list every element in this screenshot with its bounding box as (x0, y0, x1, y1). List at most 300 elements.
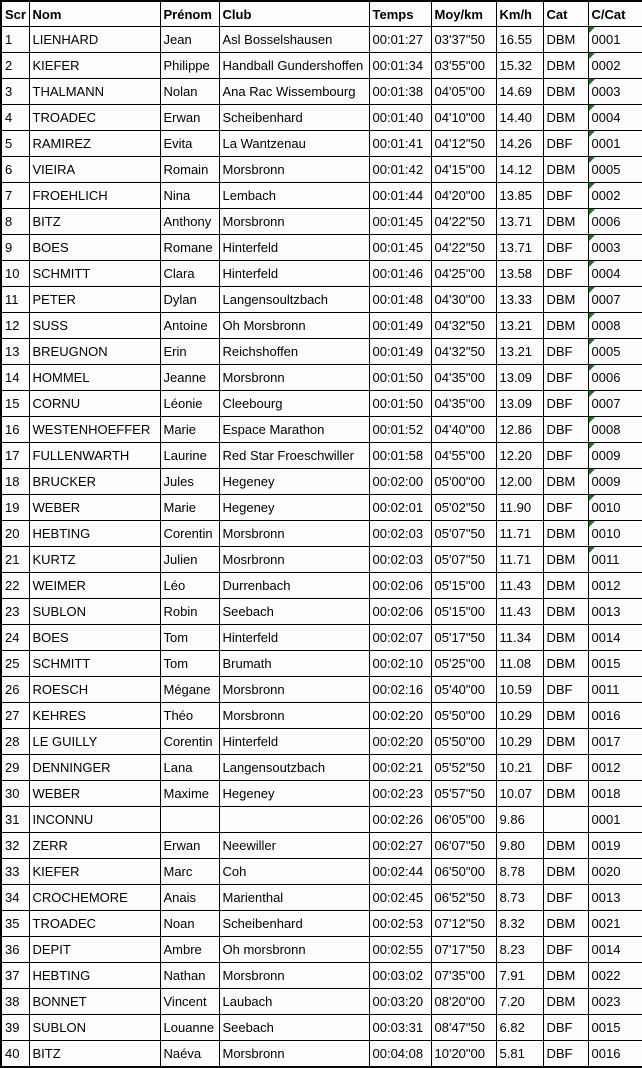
cell-prenom[interactable]: Corentin (160, 521, 219, 547)
cell-kmh[interactable]: 9.86 (496, 807, 543, 833)
cell-temps[interactable]: 00:02:26 (369, 807, 431, 833)
cell-club[interactable]: Laubach (219, 989, 369, 1015)
cell-prenom[interactable] (160, 807, 219, 833)
cell-kmh[interactable]: 7.20 (496, 989, 543, 1015)
cell-ccat[interactable]: 0021 (588, 911, 642, 937)
cell-scr[interactable]: 19 (1, 495, 29, 521)
cell-nom[interactable]: HEBTING (29, 963, 160, 989)
cell-cat[interactable]: DBF (543, 443, 588, 469)
cell-ccat[interactable]: 0009 (588, 443, 642, 469)
cell-cat[interactable]: DBM (543, 547, 588, 573)
cell-club[interactable]: Langensoultzbach (219, 287, 369, 313)
cell-scr[interactable]: 20 (1, 521, 29, 547)
cell-scr[interactable]: 32 (1, 833, 29, 859)
cell-ccat[interactable]: 0007 (588, 391, 642, 417)
cell-kmh[interactable]: 15.32 (496, 53, 543, 79)
cell-club[interactable]: Marienthal (219, 885, 369, 911)
cell-prenom[interactable]: Antoine (160, 313, 219, 339)
cell-kmh[interactable]: 10.07 (496, 781, 543, 807)
cell-temps[interactable]: 00:02:20 (369, 729, 431, 755)
cell-prenom[interactable]: Philippe (160, 53, 219, 79)
cell-kmh[interactable]: 10.29 (496, 703, 543, 729)
cell-cat[interactable]: DBM (543, 833, 588, 859)
cell-nom[interactable]: SUBLON (29, 1015, 160, 1041)
cell-moy[interactable]: 06'50"00 (431, 859, 496, 885)
cell-scr[interactable]: 33 (1, 859, 29, 885)
cell-temps[interactable]: 00:04:08 (369, 1041, 431, 1068)
cell-nom[interactable]: TROADEC (29, 105, 160, 131)
cell-temps[interactable]: 00:01:41 (369, 131, 431, 157)
cell-temps[interactable]: 00:02:06 (369, 599, 431, 625)
cell-moy[interactable]: 03'55"00 (431, 53, 496, 79)
cell-prenom[interactable]: Lana (160, 755, 219, 781)
cell-prenom[interactable]: Maxime (160, 781, 219, 807)
cell-kmh[interactable]: 11.71 (496, 521, 543, 547)
cell-kmh[interactable]: 13.09 (496, 391, 543, 417)
cell-moy[interactable]: 05'25"00 (431, 651, 496, 677)
column-header-cat[interactable]: Cat (543, 1, 588, 27)
cell-scr[interactable]: 22 (1, 573, 29, 599)
cell-temps[interactable]: 00:02:06 (369, 573, 431, 599)
cell-nom[interactable]: TROADEC (29, 911, 160, 937)
cell-ccat[interactable]: 0015 (588, 651, 642, 677)
cell-moy[interactable]: 08'47"50 (431, 1015, 496, 1041)
cell-moy[interactable]: 04'22"50 (431, 235, 496, 261)
column-header-scr[interactable]: Scr (1, 1, 29, 27)
cell-temps[interactable]: 00:01:48 (369, 287, 431, 313)
cell-nom[interactable]: BONNET (29, 989, 160, 1015)
cell-temps[interactable]: 00:01:49 (369, 313, 431, 339)
cell-club[interactable]: Oh morsbronn (219, 937, 369, 963)
cell-nom[interactable]: HOMMEL (29, 365, 160, 391)
cell-cat[interactable]: DBF (543, 261, 588, 287)
cell-moy[interactable]: 05'50"00 (431, 703, 496, 729)
cell-scr[interactable]: 18 (1, 469, 29, 495)
cell-moy[interactable]: 10'20"00 (431, 1041, 496, 1068)
cell-temps[interactable]: 00:01:27 (369, 27, 431, 53)
cell-club[interactable]: Espace Marathon (219, 417, 369, 443)
cell-moy[interactable]: 04'35"00 (431, 365, 496, 391)
cell-club[interactable]: Scheibenhard (219, 911, 369, 937)
cell-club[interactable]: Red Star Froeschwiller (219, 443, 369, 469)
cell-temps[interactable]: 00:03:31 (369, 1015, 431, 1041)
cell-ccat[interactable]: 0010 (588, 521, 642, 547)
cell-temps[interactable]: 00:01:38 (369, 79, 431, 105)
cell-moy[interactable]: 05'15"00 (431, 599, 496, 625)
cell-nom[interactable]: DENNINGER (29, 755, 160, 781)
cell-nom[interactable]: BOES (29, 235, 160, 261)
column-header-nom[interactable]: Nom (29, 1, 160, 27)
cell-temps[interactable]: 00:01:44 (369, 183, 431, 209)
cell-prenom[interactable]: Anais (160, 885, 219, 911)
cell-moy[interactable]: 05'00"00 (431, 469, 496, 495)
cell-moy[interactable]: 04'20"00 (431, 183, 496, 209)
cell-prenom[interactable]: Nina (160, 183, 219, 209)
cell-club[interactable]: Coh (219, 859, 369, 885)
cell-temps[interactable]: 00:02:27 (369, 833, 431, 859)
cell-moy[interactable]: 05'57"50 (431, 781, 496, 807)
cell-prenom[interactable]: Dylan (160, 287, 219, 313)
cell-club[interactable]: Seebach (219, 1015, 369, 1041)
cell-ccat[interactable]: 0005 (588, 157, 642, 183)
cell-cat[interactable]: DBF (543, 1041, 588, 1068)
cell-temps[interactable]: 00:02:10 (369, 651, 431, 677)
cell-temps[interactable]: 00:02:20 (369, 703, 431, 729)
cell-nom[interactable]: SUSS (29, 313, 160, 339)
cell-scr[interactable]: 31 (1, 807, 29, 833)
cell-scr[interactable]: 6 (1, 157, 29, 183)
cell-prenom[interactable]: Jules (160, 469, 219, 495)
column-header-moy[interactable]: Moy/km (431, 1, 496, 27)
cell-club[interactable]: Cleebourg (219, 391, 369, 417)
cell-moy[interactable]: 04'25"00 (431, 261, 496, 287)
cell-nom[interactable]: FROEHLICH (29, 183, 160, 209)
cell-nom[interactable]: BITZ (29, 209, 160, 235)
cell-moy[interactable]: 04'35"00 (431, 391, 496, 417)
cell-cat[interactable]: DBF (543, 1015, 588, 1041)
cell-temps[interactable]: 00:02:03 (369, 547, 431, 573)
cell-ccat[interactable]: 0007 (588, 287, 642, 313)
cell-prenom[interactable]: Marc (160, 859, 219, 885)
cell-temps[interactable]: 00:01:34 (369, 53, 431, 79)
cell-ccat[interactable]: 0023 (588, 989, 642, 1015)
cell-scr[interactable]: 13 (1, 339, 29, 365)
cell-cat[interactable]: DBF (543, 885, 588, 911)
cell-club[interactable]: Morsbronn (219, 157, 369, 183)
cell-prenom[interactable]: Robin (160, 599, 219, 625)
cell-nom[interactable]: BITZ (29, 1041, 160, 1068)
cell-moy[interactable]: 05'52"50 (431, 755, 496, 781)
cell-scr[interactable]: 9 (1, 235, 29, 261)
cell-temps[interactable]: 00:02:23 (369, 781, 431, 807)
cell-prenom[interactable]: Louanne (160, 1015, 219, 1041)
cell-prenom[interactable]: Mégane (160, 677, 219, 703)
cell-moy[interactable]: 08'20"00 (431, 989, 496, 1015)
cell-ccat[interactable]: 0003 (588, 235, 642, 261)
cell-nom[interactable]: THALMANN (29, 79, 160, 105)
cell-kmh[interactable]: 11.71 (496, 547, 543, 573)
cell-club[interactable]: Reichshoffen (219, 339, 369, 365)
cell-cat[interactable]: DBF (543, 755, 588, 781)
cell-prenom[interactable]: Romane (160, 235, 219, 261)
cell-club[interactable]: Seebach (219, 599, 369, 625)
cell-cat[interactable]: DBF (543, 365, 588, 391)
cell-moy[interactable]: 04'55"00 (431, 443, 496, 469)
cell-scr[interactable]: 30 (1, 781, 29, 807)
cell-scr[interactable]: 15 (1, 391, 29, 417)
cell-prenom[interactable]: Anthony (160, 209, 219, 235)
cell-prenom[interactable]: Théo (160, 703, 219, 729)
cell-prenom[interactable]: Vincent (160, 989, 219, 1015)
cell-temps[interactable]: 00:02:21 (369, 755, 431, 781)
cell-prenom[interactable]: Naéva (160, 1041, 219, 1068)
cell-ccat[interactable]: 0005 (588, 339, 642, 365)
cell-prenom[interactable]: Corentin (160, 729, 219, 755)
cell-temps[interactable]: 00:01:46 (369, 261, 431, 287)
cell-moy[interactable]: 04'15"00 (431, 157, 496, 183)
cell-club[interactable]: Mosrbronn (219, 547, 369, 573)
cell-club[interactable]: Handball Gundershoffen (219, 53, 369, 79)
cell-club[interactable]: Lembach (219, 183, 369, 209)
cell-scr[interactable]: 8 (1, 209, 29, 235)
cell-club[interactable]: Morsbronn (219, 703, 369, 729)
cell-cat[interactable]: DBM (543, 469, 588, 495)
cell-kmh[interactable]: 11.43 (496, 573, 543, 599)
cell-club[interactable]: Morsbronn (219, 963, 369, 989)
cell-club[interactable]: Morsbronn (219, 1041, 369, 1068)
cell-ccat[interactable]: 0013 (588, 885, 642, 911)
cell-temps[interactable]: 00:01:42 (369, 157, 431, 183)
cell-moy[interactable]: 03'37"50 (431, 27, 496, 53)
cell-prenom[interactable]: Clara (160, 261, 219, 287)
cell-prenom[interactable]: Nolan (160, 79, 219, 105)
cell-nom[interactable]: KURTZ (29, 547, 160, 573)
cell-kmh[interactable]: 7.91 (496, 963, 543, 989)
cell-kmh[interactable]: 13.09 (496, 365, 543, 391)
cell-nom[interactable]: WESTENHOEFFER (29, 417, 160, 443)
cell-club[interactable]: Hinterfeld (219, 235, 369, 261)
cell-cat[interactable]: DBM (543, 729, 588, 755)
cell-nom[interactable]: KEHRES (29, 703, 160, 729)
cell-club[interactable]: Hegeney (219, 469, 369, 495)
cell-kmh[interactable]: 14.69 (496, 79, 543, 105)
cell-club[interactable]: Neewiller (219, 833, 369, 859)
cell-moy[interactable]: 05'40"00 (431, 677, 496, 703)
cell-prenom[interactable]: Romain (160, 157, 219, 183)
cell-temps[interactable]: 00:01:50 (369, 391, 431, 417)
cell-cat[interactable] (543, 807, 588, 833)
cell-cat[interactable]: DBM (543, 209, 588, 235)
cell-kmh[interactable]: 8.73 (496, 885, 543, 911)
cell-cat[interactable]: DBF (543, 235, 588, 261)
cell-ccat[interactable]: 0001 (588, 807, 642, 833)
cell-kmh[interactable]: 8.78 (496, 859, 543, 885)
cell-kmh[interactable]: 8.23 (496, 937, 543, 963)
cell-moy[interactable]: 07'17"50 (431, 937, 496, 963)
cell-temps[interactable]: 00:01:45 (369, 235, 431, 261)
cell-kmh[interactable]: 11.34 (496, 625, 543, 651)
cell-kmh[interactable]: 13.33 (496, 287, 543, 313)
cell-ccat[interactable]: 0013 (588, 599, 642, 625)
cell-scr[interactable]: 25 (1, 651, 29, 677)
cell-cat[interactable]: DBM (543, 53, 588, 79)
cell-temps[interactable]: 00:01:58 (369, 443, 431, 469)
cell-ccat[interactable]: 0016 (588, 1041, 642, 1068)
cell-nom[interactable]: SUBLON (29, 599, 160, 625)
cell-nom[interactable]: SCHMITT (29, 651, 160, 677)
cell-ccat[interactable]: 0009 (588, 469, 642, 495)
cell-prenom[interactable]: Léo (160, 573, 219, 599)
cell-kmh[interactable]: 13.71 (496, 235, 543, 261)
cell-nom[interactable]: BREUGNON (29, 339, 160, 365)
cell-scr[interactable]: 28 (1, 729, 29, 755)
cell-cat[interactable]: DBM (543, 989, 588, 1015)
cell-cat[interactable]: DBM (543, 599, 588, 625)
column-header-temps[interactable]: Temps (369, 1, 431, 27)
cell-scr[interactable]: 27 (1, 703, 29, 729)
cell-ccat[interactable]: 0016 (588, 703, 642, 729)
cell-prenom[interactable]: Marie (160, 417, 219, 443)
column-header-ccat[interactable]: C/Cat (588, 1, 642, 27)
cell-prenom[interactable]: Jeanne (160, 365, 219, 391)
cell-moy[interactable]: 04'12"50 (431, 131, 496, 157)
cell-nom[interactable]: BOES (29, 625, 160, 651)
cell-ccat[interactable]: 0006 (588, 209, 642, 235)
cell-ccat[interactable]: 0002 (588, 53, 642, 79)
cell-temps[interactable]: 00:02:01 (369, 495, 431, 521)
column-header-kmh[interactable]: Km/h (496, 1, 543, 27)
cell-kmh[interactable]: 13.58 (496, 261, 543, 287)
cell-temps[interactable]: 00:03:20 (369, 989, 431, 1015)
cell-prenom[interactable]: Erwan (160, 105, 219, 131)
cell-scr[interactable]: 16 (1, 417, 29, 443)
cell-temps[interactable]: 00:03:02 (369, 963, 431, 989)
cell-scr[interactable]: 1 (1, 27, 29, 53)
cell-moy[interactable]: 05'07"50 (431, 547, 496, 573)
cell-nom[interactable]: CROCHEMORE (29, 885, 160, 911)
cell-scr[interactable]: 10 (1, 261, 29, 287)
cell-nom[interactable]: PETER (29, 287, 160, 313)
cell-ccat[interactable]: 0011 (588, 547, 642, 573)
cell-kmh[interactable]: 12.20 (496, 443, 543, 469)
cell-club[interactable]: Hegeney (219, 495, 369, 521)
cell-ccat[interactable]: 0019 (588, 833, 642, 859)
cell-temps[interactable]: 00:02:53 (369, 911, 431, 937)
cell-prenom[interactable]: Marie (160, 495, 219, 521)
cell-scr[interactable]: 17 (1, 443, 29, 469)
cell-moy[interactable]: 06'52"50 (431, 885, 496, 911)
cell-ccat[interactable]: 0010 (588, 495, 642, 521)
cell-kmh[interactable]: 8.32 (496, 911, 543, 937)
cell-cat[interactable]: DBM (543, 79, 588, 105)
cell-scr[interactable]: 39 (1, 1015, 29, 1041)
cell-club[interactable]: La Wantzenau (219, 131, 369, 157)
cell-ccat[interactable]: 0001 (588, 131, 642, 157)
cell-ccat[interactable]: 0006 (588, 365, 642, 391)
cell-nom[interactable]: HEBTING (29, 521, 160, 547)
cell-scr[interactable]: 24 (1, 625, 29, 651)
cell-club[interactable]: Scheibenhard (219, 105, 369, 131)
cell-prenom[interactable]: Ambre (160, 937, 219, 963)
cell-scr[interactable]: 29 (1, 755, 29, 781)
cell-prenom[interactable]: Léonie (160, 391, 219, 417)
cell-moy[interactable]: 04'32"50 (431, 313, 496, 339)
cell-cat[interactable]: DBM (543, 859, 588, 885)
cell-scr[interactable]: 11 (1, 287, 29, 313)
cell-ccat[interactable]: 0018 (588, 781, 642, 807)
cell-moy[interactable]: 05'15"00 (431, 573, 496, 599)
cell-cat[interactable]: DBM (543, 287, 588, 313)
cell-nom[interactable]: WEBER (29, 495, 160, 521)
cell-ccat[interactable]: 0004 (588, 261, 642, 287)
cell-kmh[interactable]: 12.00 (496, 469, 543, 495)
cell-club[interactable]: Brumath (219, 651, 369, 677)
cell-ccat[interactable]: 0002 (588, 183, 642, 209)
cell-temps[interactable]: 00:01:45 (369, 209, 431, 235)
cell-nom[interactable]: BRUCKER (29, 469, 160, 495)
cell-club[interactable]: Hegeney (219, 781, 369, 807)
cell-ccat[interactable]: 0001 (588, 27, 642, 53)
cell-nom[interactable]: FULLENWARTH (29, 443, 160, 469)
cell-cat[interactable]: DBF (543, 417, 588, 443)
cell-cat[interactable]: DBF (543, 339, 588, 365)
cell-kmh[interactable]: 10.59 (496, 677, 543, 703)
cell-cat[interactable]: DBF (543, 183, 588, 209)
column-header-club[interactable]: Club (219, 1, 369, 27)
cell-nom[interactable]: VIEIRA (29, 157, 160, 183)
cell-cat[interactable]: DBF (543, 131, 588, 157)
cell-cat[interactable]: DBF (543, 495, 588, 521)
cell-nom[interactable]: LE GUILLY (29, 729, 160, 755)
cell-ccat[interactable]: 0003 (588, 79, 642, 105)
cell-cat[interactable]: DBF (543, 391, 588, 417)
cell-temps[interactable]: 00:02:00 (369, 469, 431, 495)
cell-scr[interactable]: 37 (1, 963, 29, 989)
cell-kmh[interactable]: 11.90 (496, 495, 543, 521)
cell-club[interactable]: Hinterfeld (219, 261, 369, 287)
cell-scr[interactable]: 40 (1, 1041, 29, 1068)
cell-temps[interactable]: 00:01:49 (369, 339, 431, 365)
cell-scr[interactable]: 23 (1, 599, 29, 625)
cell-ccat[interactable]: 0014 (588, 937, 642, 963)
cell-ccat[interactable]: 0008 (588, 417, 642, 443)
cell-scr[interactable]: 12 (1, 313, 29, 339)
cell-nom[interactable]: SCHMITT (29, 261, 160, 287)
cell-moy[interactable]: 04'32"50 (431, 339, 496, 365)
cell-temps[interactable]: 00:02:07 (369, 625, 431, 651)
cell-ccat[interactable]: 0020 (588, 859, 642, 885)
cell-temps[interactable]: 00:02:03 (369, 521, 431, 547)
cell-club[interactable]: Hinterfeld (219, 625, 369, 651)
cell-moy[interactable]: 04'30"00 (431, 287, 496, 313)
cell-kmh[interactable]: 9.80 (496, 833, 543, 859)
cell-kmh[interactable]: 13.85 (496, 183, 543, 209)
cell-cat[interactable]: DBM (543, 105, 588, 131)
cell-scr[interactable]: 36 (1, 937, 29, 963)
cell-kmh[interactable]: 13.71 (496, 209, 543, 235)
cell-kmh[interactable]: 6.82 (496, 1015, 543, 1041)
cell-nom[interactable]: ZERR (29, 833, 160, 859)
cell-moy[interactable]: 04'10"00 (431, 105, 496, 131)
cell-cat[interactable]: DBM (543, 521, 588, 547)
cell-club[interactable]: Oh Morsbronn (219, 313, 369, 339)
cell-cat[interactable]: DBM (543, 157, 588, 183)
cell-ccat[interactable]: 0014 (588, 625, 642, 651)
cell-scr[interactable]: 38 (1, 989, 29, 1015)
cell-scr[interactable]: 3 (1, 79, 29, 105)
cell-prenom[interactable]: Erwan (160, 833, 219, 859)
cell-moy[interactable]: 05'17"50 (431, 625, 496, 651)
cell-kmh[interactable]: 13.21 (496, 339, 543, 365)
cell-scr[interactable]: 7 (1, 183, 29, 209)
cell-scr[interactable]: 14 (1, 365, 29, 391)
cell-prenom[interactable]: Tom (160, 651, 219, 677)
cell-ccat[interactable]: 0015 (588, 1015, 642, 1041)
cell-club[interactable]: Morsbronn (219, 677, 369, 703)
cell-nom[interactable]: WEIMER (29, 573, 160, 599)
cell-club[interactable]: Morsbronn (219, 209, 369, 235)
cell-club[interactable]: Langensoutzbach (219, 755, 369, 781)
cell-ccat[interactable]: 0008 (588, 313, 642, 339)
cell-kmh[interactable]: 5.81 (496, 1041, 543, 1068)
cell-nom[interactable]: LIENHARD (29, 27, 160, 53)
cell-scr[interactable]: 35 (1, 911, 29, 937)
cell-club[interactable]: Durrenbach (219, 573, 369, 599)
cell-kmh[interactable]: 13.21 (496, 313, 543, 339)
cell-kmh[interactable]: 11.43 (496, 599, 543, 625)
cell-nom[interactable]: CORNU (29, 391, 160, 417)
cell-cat[interactable]: DBM (543, 703, 588, 729)
